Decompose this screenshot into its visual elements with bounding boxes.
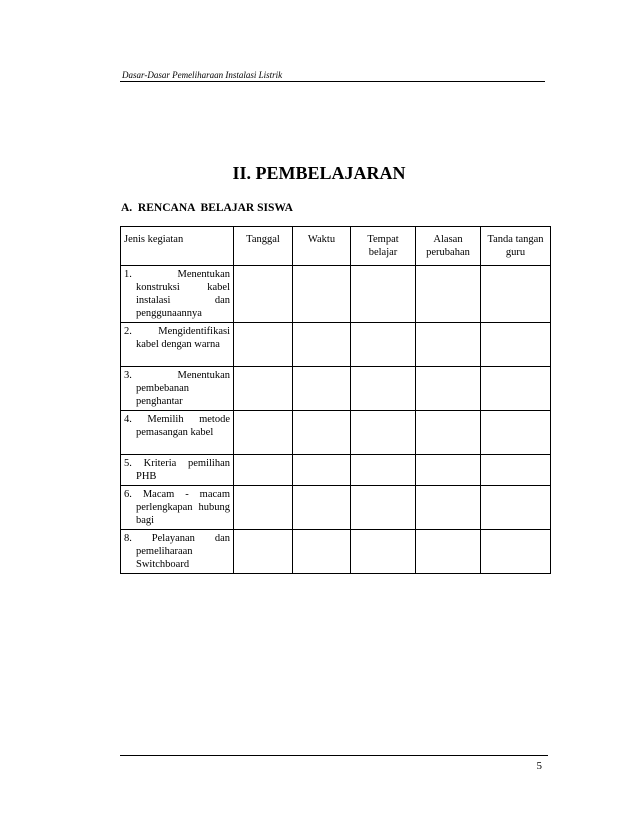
table-header-row: [121, 227, 551, 266]
place-cell: [351, 323, 416, 367]
activity-label: 5. Kriteria pemilihan PHB: [124, 458, 230, 482]
running-header: Dasar-Dasar Pemeliharaan Instalasi Listrik: [122, 70, 283, 80]
table-row: [121, 455, 551, 486]
time-cell: [293, 367, 351, 411]
signature-cell: [481, 266, 551, 323]
date-cell: [234, 411, 293, 455]
study-plan-table: [120, 226, 551, 574]
signature-cell: [481, 486, 551, 530]
activity-label: 2. Mengidentifikasi kabel dengan warna: [124, 326, 230, 350]
date-cell: [234, 367, 293, 411]
time-cell: [293, 266, 351, 323]
date-cell: [234, 266, 293, 323]
activity-cell: [121, 530, 234, 574]
place-cell: [351, 486, 416, 530]
table-row: [121, 266, 551, 323]
col-header-time: Waktu: [293, 227, 351, 266]
footer-rule: [120, 755, 548, 756]
activity-cell: [121, 266, 234, 323]
activity-label: 3. Menentukan pembebanan penghantar: [124, 370, 230, 407]
activity-label: 8. Pelayanan dan pemeliharaan Switchboard: [124, 533, 230, 570]
table-row: [121, 411, 551, 455]
activity-label: 4. Memilih metode pemasangan kabel: [124, 414, 230, 438]
signature-cell: [481, 411, 551, 455]
activity-cell: [121, 323, 234, 367]
activity-cell: [121, 411, 234, 455]
time-cell: [293, 411, 351, 455]
place-cell: [351, 530, 416, 574]
page-number: 5: [536, 760, 542, 772]
signature-cell: [481, 367, 551, 411]
place-cell: [351, 411, 416, 455]
activity-label: 1. Menentukan konstruksi kabel instalasi dan penggunaannya: [124, 269, 230, 319]
col-header-place: Tempat belajar: [351, 227, 416, 266]
reason-cell: [416, 486, 481, 530]
date-cell: [234, 486, 293, 530]
header-rule: [120, 81, 545, 82]
activity-cell: [121, 486, 234, 530]
signature-cell: [481, 530, 551, 574]
table-row: [121, 367, 551, 411]
place-cell: [351, 455, 416, 486]
section-heading: A. RENCANA BELAJAR SISWA: [121, 202, 293, 214]
activity-label: 6. Macam - macam perlengkapan hubung bagi: [124, 489, 230, 526]
time-cell: [293, 530, 351, 574]
time-cell: [293, 455, 351, 486]
chapter-title: II. PEMBELAJARAN: [232, 163, 406, 183]
reason-cell: [416, 266, 481, 323]
col-header-date: Tanggal: [234, 227, 293, 266]
date-cell: [234, 530, 293, 574]
table-row: [121, 323, 551, 367]
reason-cell: [416, 530, 481, 574]
place-cell: [351, 367, 416, 411]
signature-cell: [481, 323, 551, 367]
place-cell: [351, 266, 416, 323]
date-cell: [234, 455, 293, 486]
table-row: [121, 530, 551, 574]
col-header-signature: Tanda tangan guru: [481, 227, 551, 266]
reason-cell: [416, 455, 481, 486]
reason-cell: [416, 367, 481, 411]
reason-cell: [416, 411, 481, 455]
activity-cell: [121, 367, 234, 411]
activity-cell: [121, 455, 234, 486]
reason-cell: [416, 323, 481, 367]
signature-cell: [481, 455, 551, 486]
date-cell: [234, 323, 293, 367]
time-cell: [293, 486, 351, 530]
col-header-activity: Jenis kegiatan: [121, 227, 234, 266]
col-header-reason: Alasan perubahan: [416, 227, 481, 266]
table-row: [121, 486, 551, 530]
time-cell: [293, 323, 351, 367]
